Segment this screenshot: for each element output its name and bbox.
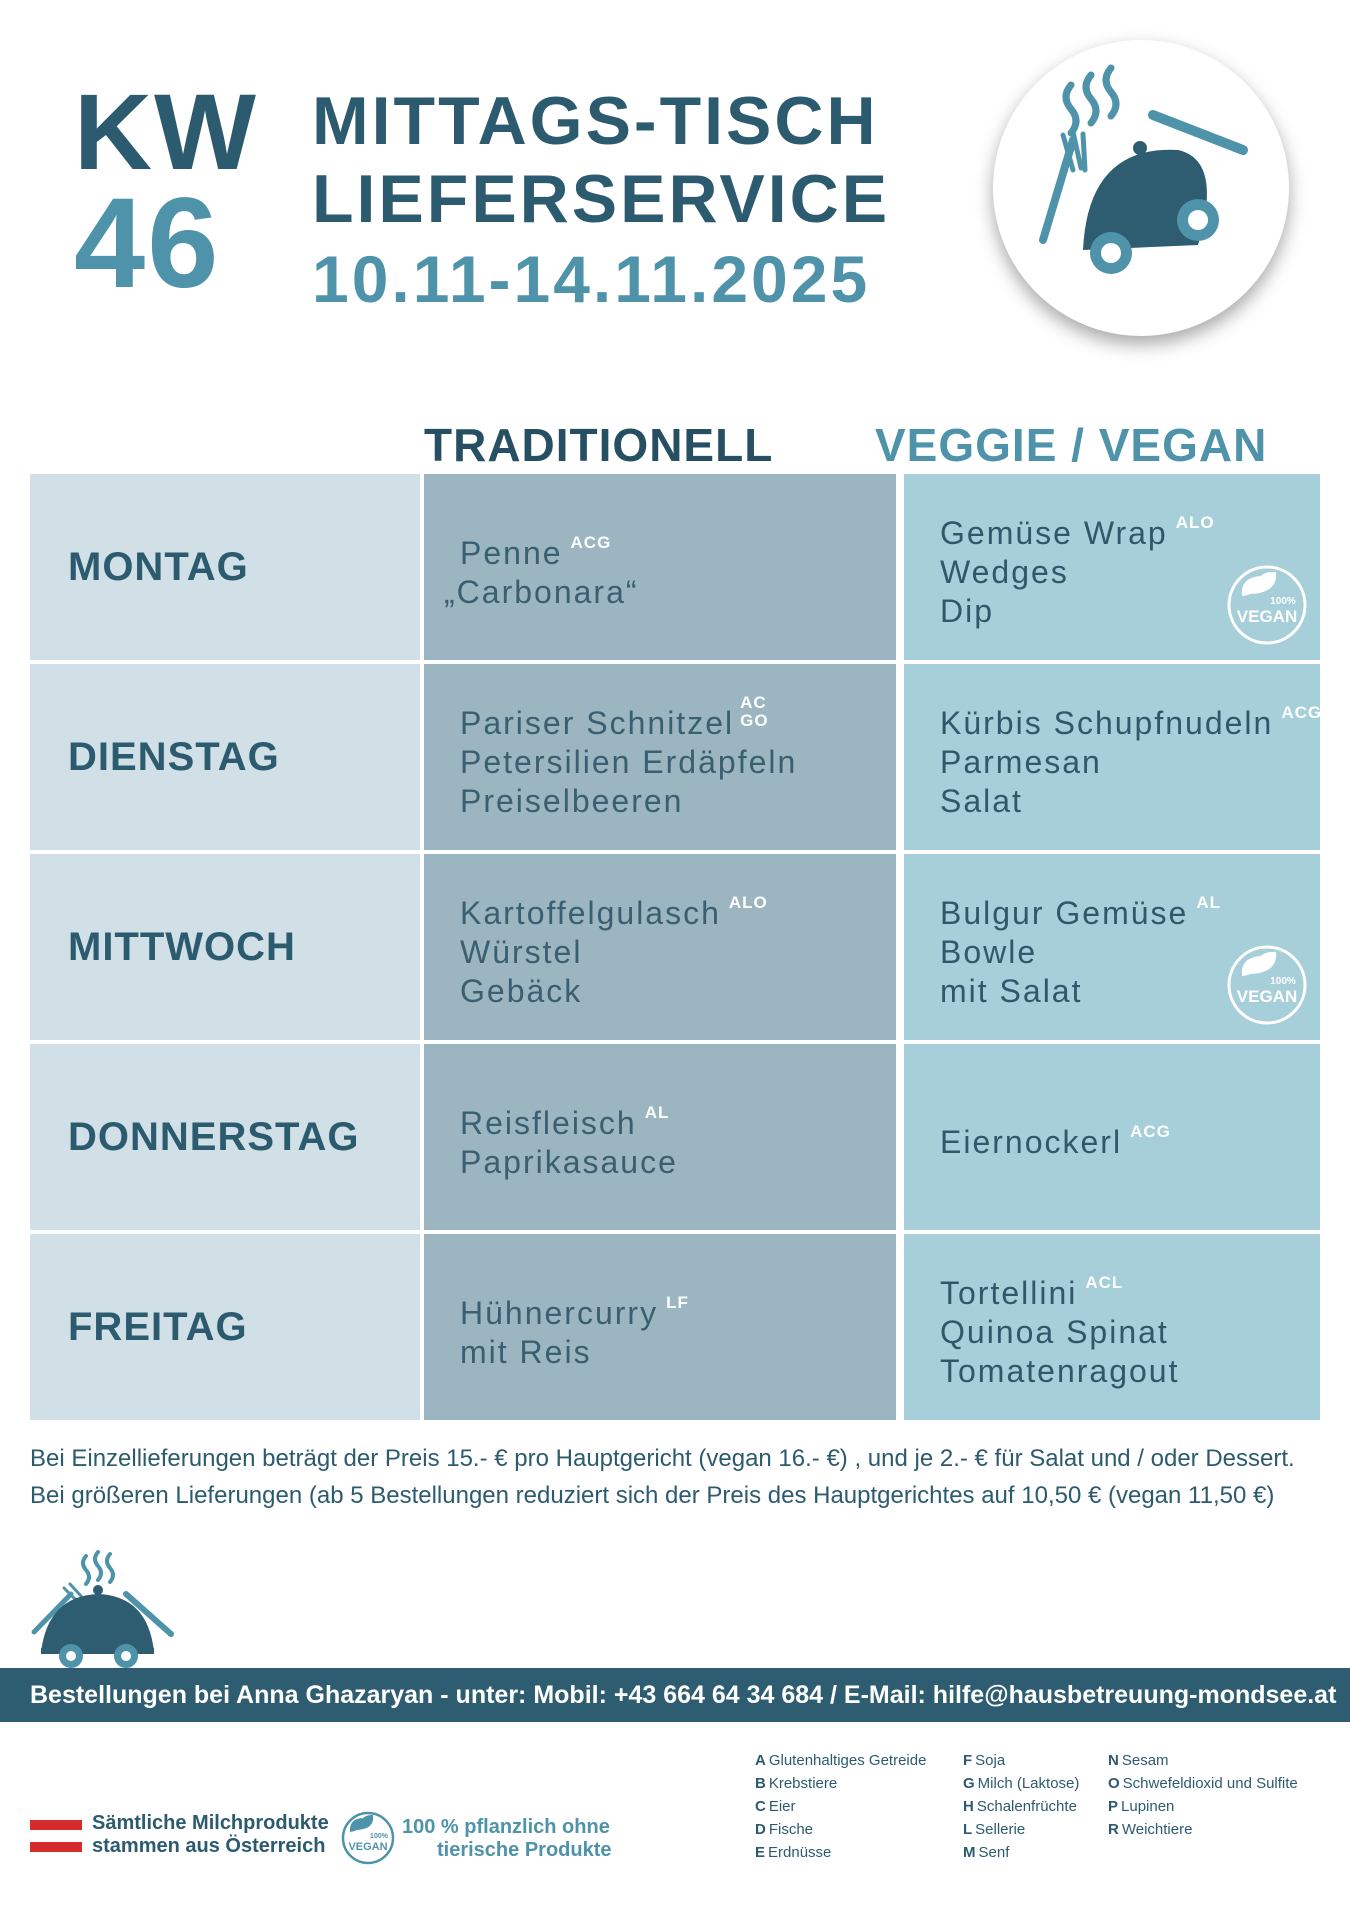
- pricing-bulk: Bei größeren Lieferungen (ab 5 Bestellungen reduziert sich der Preis des Hauptgerichtes auf 10,50 € (vegan 11,50 €): [30, 1482, 1275, 1509]
- allergen-legend-column: [755, 1749, 926, 1864]
- traditional-cell: [424, 1044, 896, 1230]
- food-delivery-logo-icon: [993, 40, 1289, 336]
- traditional-cell: [424, 664, 896, 850]
- kw-label: KW: [74, 71, 258, 192]
- menu-row-friday: [30, 1234, 1320, 1420]
- legend-item: M Senf: [963, 1844, 1010, 1861]
- dish-line: Penne: [460, 534, 563, 571]
- veggie-dish: [940, 664, 1323, 850]
- allergen-codes-top: AC: [740, 692, 767, 712]
- veggie-cell: [904, 854, 1320, 1040]
- column-header-traditional: TRADITIONELL: [424, 419, 774, 471]
- day-cell: [30, 1234, 420, 1420]
- badge-text-percent: 100%: [1270, 976, 1296, 987]
- traditional-cell: [424, 474, 896, 660]
- dish-line: Tortellini: [940, 1275, 1078, 1311]
- legend-item: B Krebstiere: [755, 1775, 838, 1792]
- dish-line: Hühnercurry: [460, 1294, 659, 1331]
- legend-item: P Lupinen: [1108, 1798, 1175, 1815]
- dish-line: Salat: [940, 783, 1023, 819]
- day-name: MITTWOCH: [68, 924, 296, 969]
- milk-origin-line-2: stammen aus Österreich: [92, 1835, 326, 1857]
- veggie-dish: [940, 1044, 1310, 1230]
- allergen-codes: AL: [644, 1102, 670, 1122]
- dish-line: Parmesan: [940, 744, 1102, 780]
- legend-item: N Sesam: [1108, 1752, 1169, 1769]
- dish-line: Würstel: [460, 934, 583, 970]
- menu-row-tuesday: [30, 664, 1323, 850]
- vegan-badge-icon: [340, 1810, 396, 1866]
- day-name: DIENSTAG: [68, 734, 280, 779]
- day-cell: [30, 1044, 420, 1230]
- austria-flag-icon: [30, 1820, 82, 1852]
- allergen-codes: ACG: [570, 532, 612, 552]
- dish-line: Kartoffelgulasch: [460, 895, 721, 931]
- allergen-codes: AL: [1196, 893, 1221, 912]
- plant-based-line-2: tierische Produkte: [437, 1839, 612, 1861]
- traditional-dish: [460, 854, 886, 1040]
- day-name: FREITAG: [68, 1304, 248, 1349]
- dish-line: Wedges: [940, 554, 1069, 590]
- plant-based-line-1: 100 % pflanzlich ohne: [402, 1816, 610, 1838]
- day-cell: [30, 854, 420, 1040]
- dish-line: Paprikasauce: [460, 1143, 678, 1180]
- allergen-codes: [740, 694, 768, 730]
- dish-line: Bulgur Gemüse: [940, 895, 1189, 931]
- legend-item: R Weichtiere: [1108, 1821, 1193, 1838]
- pricing-single: Bei Einzellieferungen beträgt der Preis 15.- € pro Hauptgericht (vegan 16.- €) , und je 2.- € für Salat und / oder Dessert.: [30, 1445, 1295, 1472]
- allergen-codes: ACG: [1281, 703, 1323, 722]
- date-range: 10.11-14.11.2025: [312, 242, 871, 316]
- allergen-codes: ACL: [1085, 1273, 1124, 1292]
- title-line-2: LIEFERSERVICE: [312, 161, 891, 237]
- legend-item: G Milch (Laktose): [963, 1775, 1080, 1792]
- title-line-1: MITTAGS-TISCH: [312, 83, 879, 159]
- allergen-legend-column: [963, 1749, 1079, 1864]
- dish-line: „Carbonara“: [444, 573, 639, 610]
- veggie-dish: [940, 1234, 1310, 1420]
- dish-line: Tomatenragout: [940, 1353, 1180, 1389]
- veggie-cell: [904, 664, 1323, 850]
- dish-line: Dip: [940, 593, 995, 629]
- menu-table: [30, 474, 1323, 1420]
- menu-row-wednesday: [30, 854, 1320, 1040]
- dish-line: mit Reis: [460, 1333, 592, 1370]
- badge-text-vegan: VEGAN: [1236, 607, 1298, 626]
- traditional-dish: [460, 664, 886, 850]
- legend-item: H Schalenfrüchte: [963, 1798, 1077, 1815]
- dish-line: Pariser Schnitzel: [460, 704, 735, 741]
- allergen-codes: ACG: [1130, 1122, 1171, 1141]
- badge-text-percent: 100%: [370, 1833, 388, 1840]
- legend-item: C Eier: [755, 1798, 796, 1815]
- dish-line: Quinoa Spinat: [940, 1314, 1169, 1350]
- veggie-cell: [904, 474, 1320, 660]
- column-header-veggie: VEGGIE / VEGAN: [875, 419, 1268, 471]
- food-delivery-logo-icon: [26, 1544, 176, 1674]
- day-cell: [30, 474, 420, 660]
- traditional-cell: [424, 1234, 896, 1420]
- legend-item: A Glutenhaltiges Getreide: [755, 1752, 927, 1769]
- badge-text-vegan: VEGAN: [348, 1841, 388, 1853]
- dish-line: mit Salat: [940, 973, 1083, 1009]
- dish-line: Preiselbeeren: [460, 782, 684, 819]
- dish-line: Eiernockerl: [940, 1124, 1123, 1160]
- dish-line: Gemüse Wrap: [940, 515, 1168, 551]
- veggie-cell: [904, 1234, 1320, 1420]
- legend-item: O Schwefeldioxid und Sulfite: [1108, 1775, 1298, 1792]
- allergen-codes: LF: [666, 1292, 689, 1312]
- contact-bar: [0, 1668, 1350, 1722]
- day-name: DONNERSTAG: [68, 1114, 360, 1159]
- day-name: MONTAG: [68, 544, 249, 589]
- allergen-codes: ALO: [1175, 513, 1215, 532]
- dish-line: Gebäck: [460, 973, 583, 1009]
- menu-row-monday: [30, 474, 1320, 660]
- allergen-codes: ALO: [728, 893, 768, 912]
- day-cell: [30, 664, 420, 850]
- allergen-codes-bottom: GO: [740, 710, 769, 730]
- dish-line: Reisfleisch: [460, 1104, 637, 1141]
- contact-info: Bestellungen bei Anna Ghazaryan - unter: Mobil: +43 664 64 34 684 / E-Mail: hilfe@hausbetreuung-mondsee.at: [30, 1681, 1337, 1709]
- dish-line: Kürbis Schupfnudeln: [940, 705, 1274, 741]
- badge-text-percent: 100%: [1270, 596, 1296, 607]
- menu-row-thursday: [30, 1044, 1320, 1230]
- badge-text-vegan: VEGAN: [1236, 987, 1298, 1006]
- legend-item: D Fische: [755, 1821, 814, 1838]
- week-number: 46: [74, 172, 221, 315]
- milk-origin-line-1: Sämtliche Milchprodukte: [92, 1812, 329, 1834]
- vegan-badge-icon: [1226, 564, 1308, 646]
- dish-line: Petersilien Erdäpfeln: [460, 743, 798, 780]
- legend-item: L Sellerie: [963, 1821, 1026, 1838]
- traditional-dish: [444, 474, 886, 660]
- vegan-badge-icon: [1226, 944, 1308, 1026]
- traditional-dish: [460, 1234, 886, 1420]
- traditional-dish: [460, 1044, 886, 1230]
- allergen-legend-column: [1108, 1749, 1298, 1841]
- legend-item: E Erdnüsse: [755, 1844, 832, 1861]
- traditional-cell: [424, 854, 896, 1040]
- legend-item: F Soja: [963, 1752, 1006, 1769]
- dish-line: Bowle: [940, 934, 1038, 970]
- veggie-cell: [904, 1044, 1320, 1230]
